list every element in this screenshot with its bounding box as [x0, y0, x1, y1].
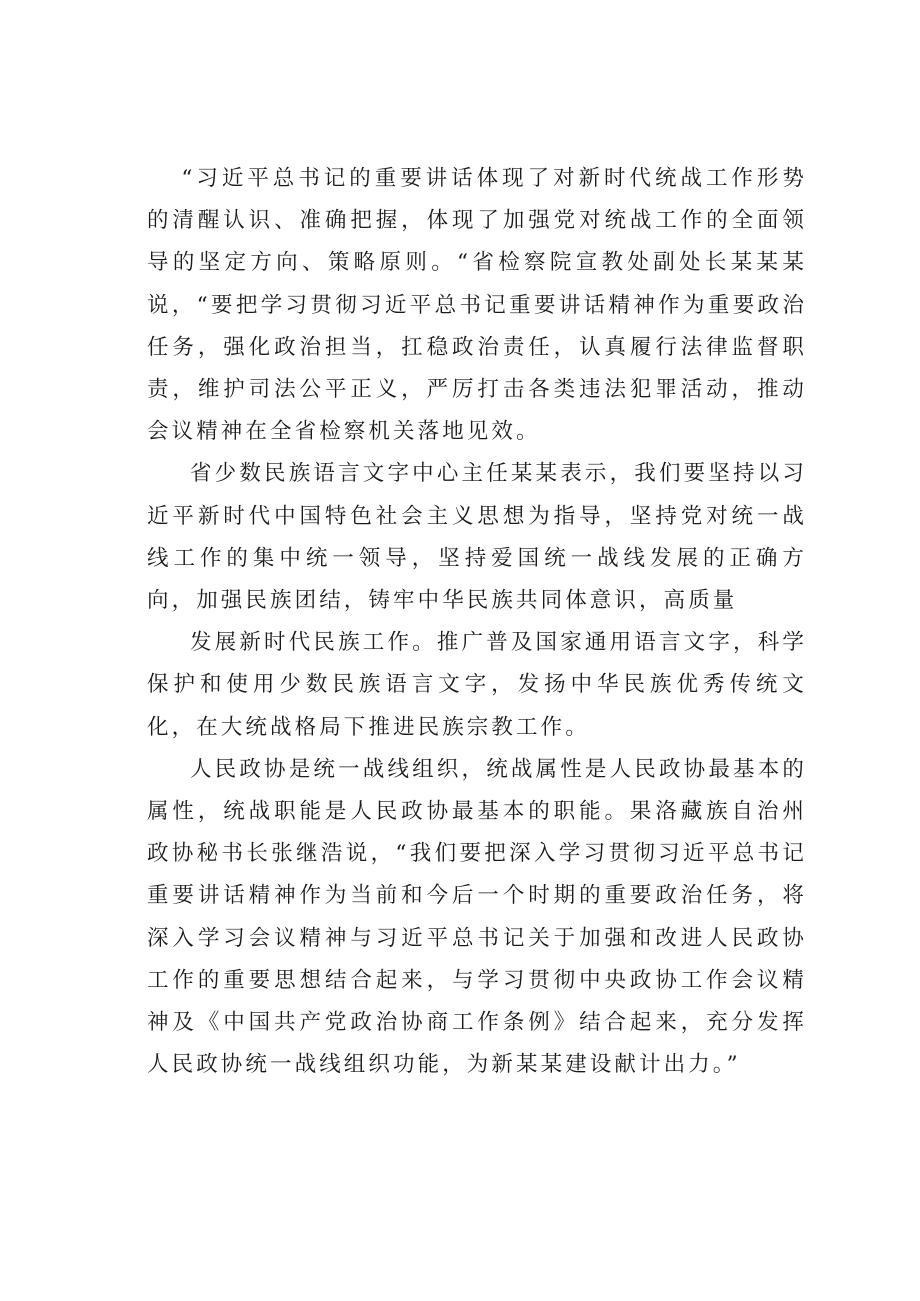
paragraph-ethnic-work: 发展新时代民族工作。推广普及国家通用语言文字，科学保护和使用少数民族语言文字，发扬中华民族优秀传统文化，在大统战格局下推进民族宗教工作。: [147, 630, 807, 740]
paragraph-prosecutor-quote: “习近平总书记的重要讲话体现了对新时代统战工作形势的清醒认识、准确把握，体现了加强党对统战工作的全面领导的坚定方向、策略原则。“省检察院宣教处副处长某某某说，“要把学习贯彻习近平总书记重要讲话精神作为重要政治任务，强化政治担当，扛稳政治责任，认真履行法律监督职责，维护司法公平正义，严厉打击各类违法犯罪活动，推动会议精神在全省检察机关落地见效。: [147, 166, 807, 445]
document-body: [147, 158, 807, 1086]
paragraph-language-center: 省少数民族语言文字中心主任某某表示，我们要坚持以习近平新时代中国特色社会主义思想为指导，坚持党对统一战线工作的集中统一领导，坚持爱国统一战线发展的正确方向，加强民族团结，铸牢中华民族共同体意识，高质量: [147, 461, 807, 614]
paragraph-cppcc: 人民政协是统一战线组织，统战属性是人民政协最基本的属性，统战职能是人民政协最基本的职能。果洛藏族自治州政协秘书长张继浩说，“我们要把深入学习贯彻习近平总书记重要讲话精神作为当前和今后一个时期的重要政治任务，将深入学习会议精神与习近平总书记关于加强和改进人民政协工作的重要思想结合起来，与学习贯彻中央政协工作会议精神及《中国共产党政治协商工作条例》结合起来，充分发挥人民政协统一战线组织功能，为新某某建设献计出力。”: [147, 756, 807, 1078]
